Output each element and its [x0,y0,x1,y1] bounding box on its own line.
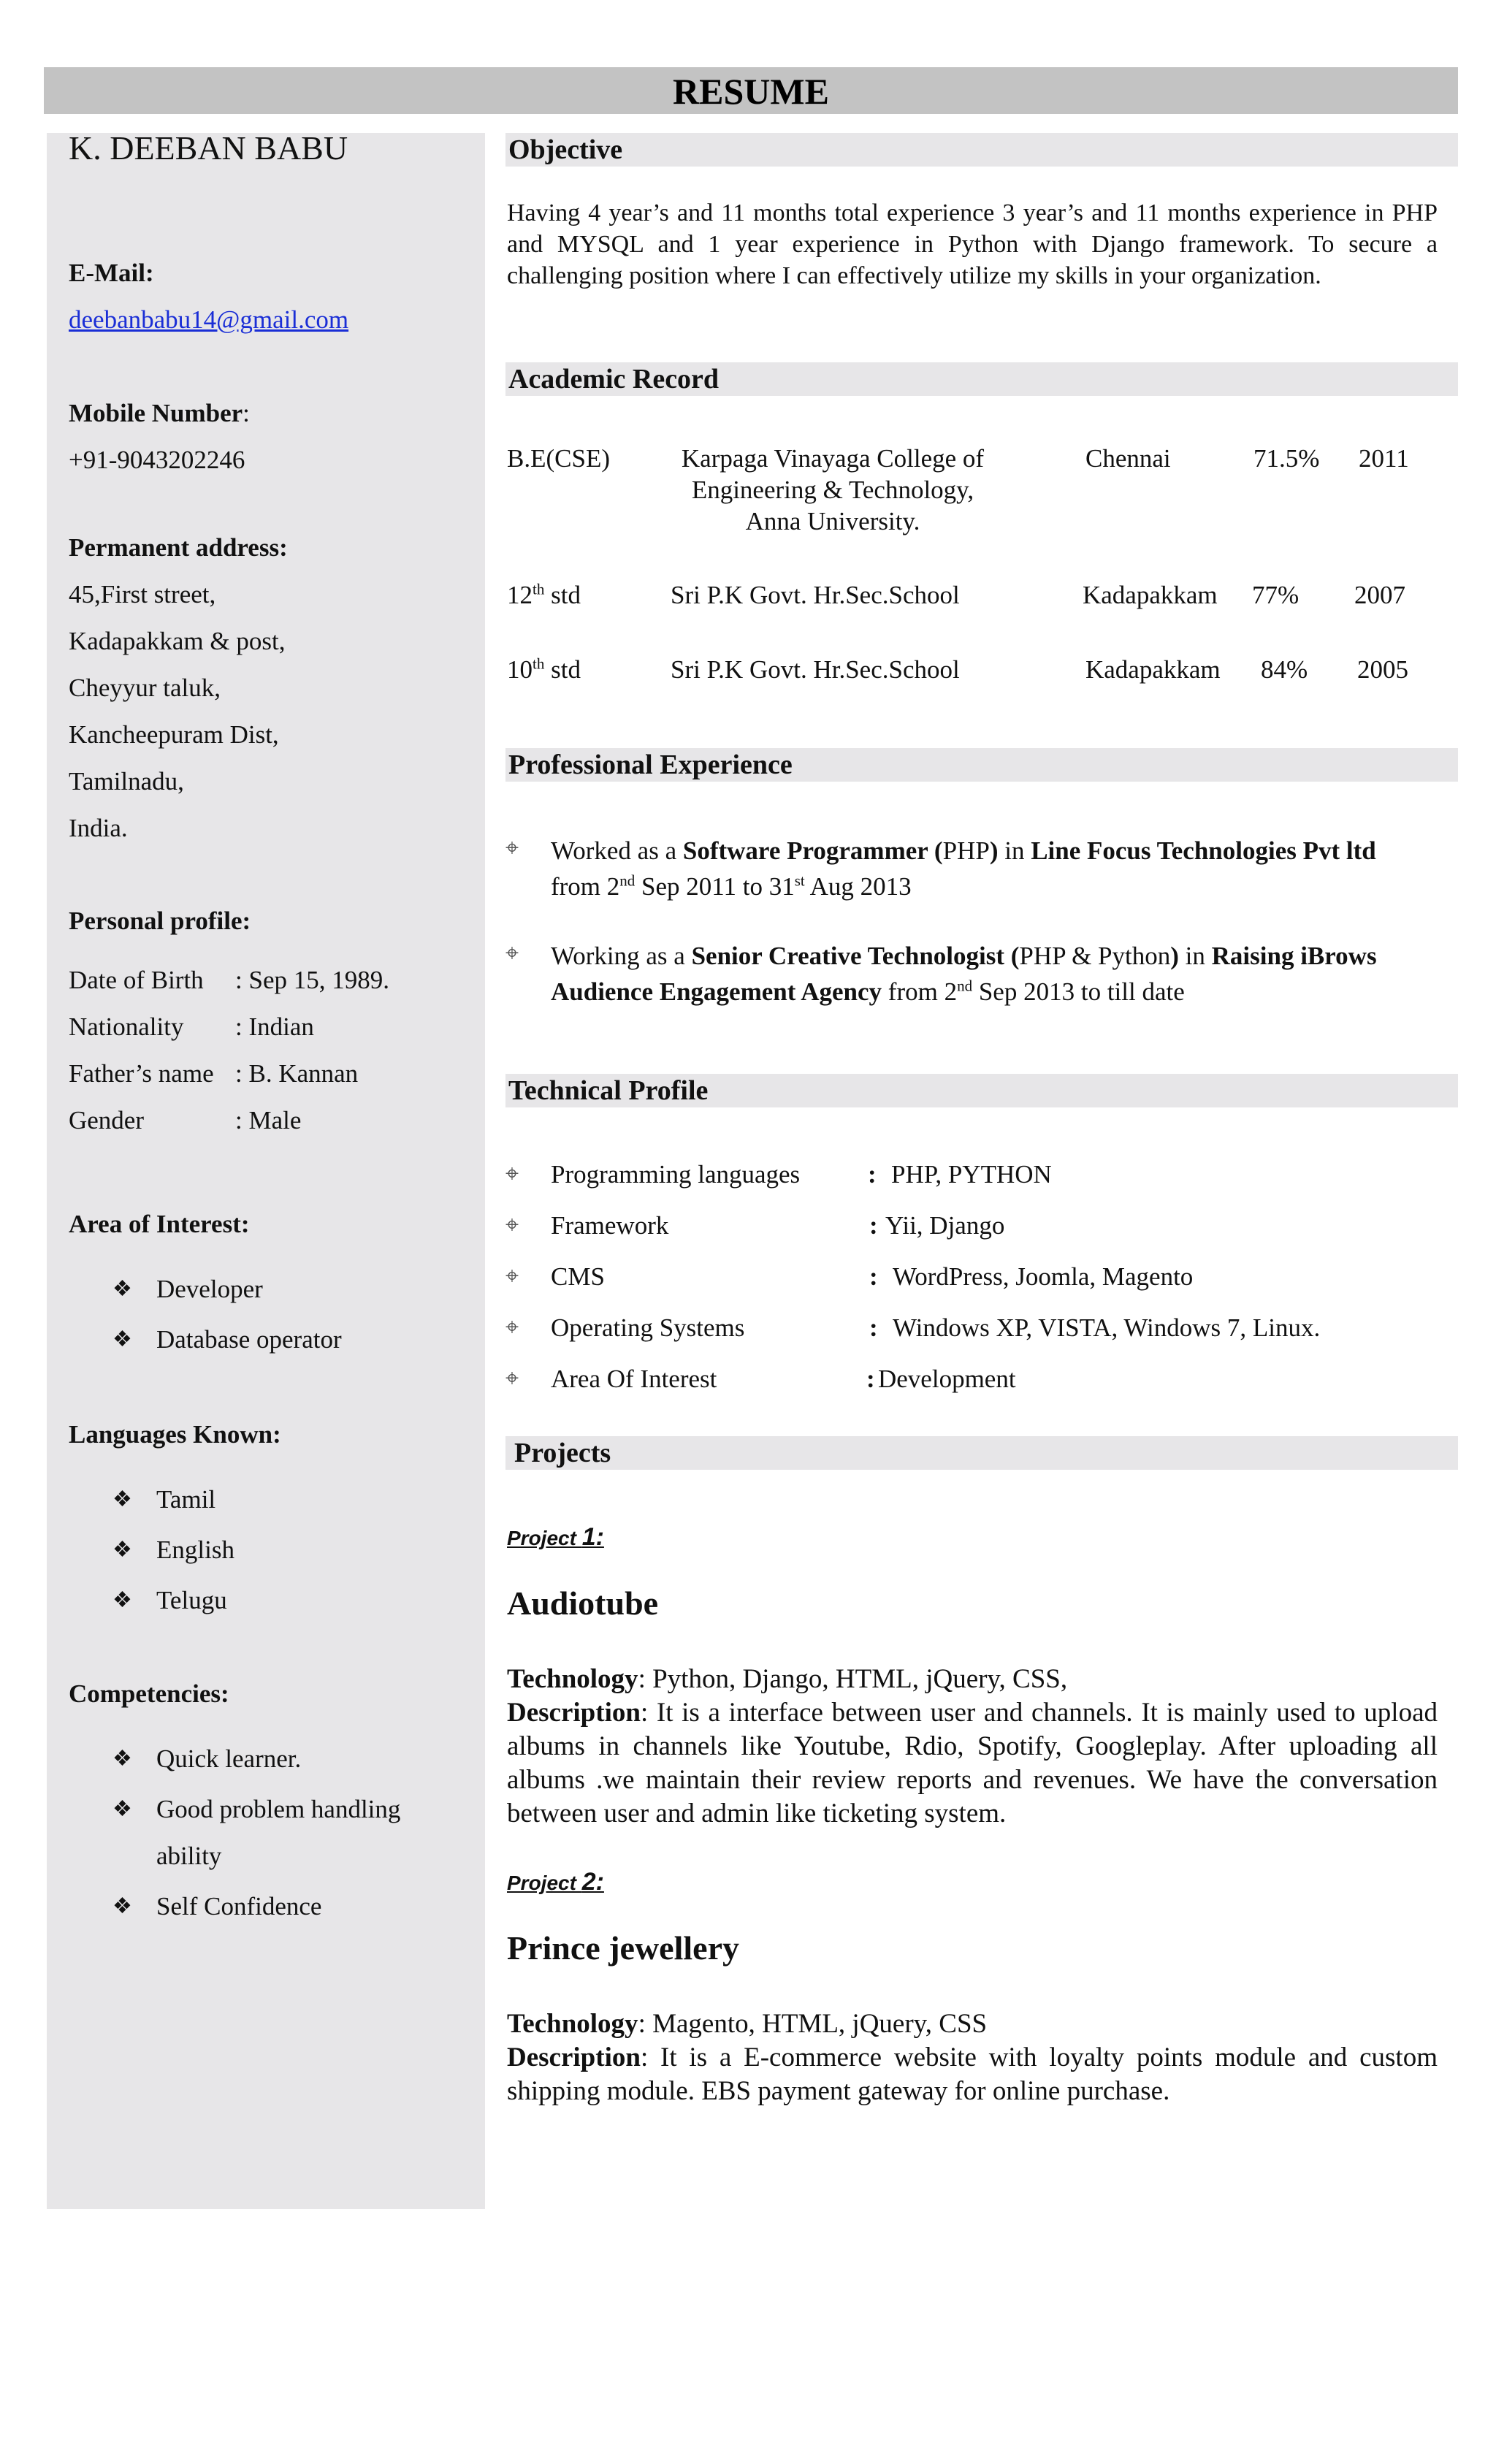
exp-dates: Aug 2013 [804,872,912,901]
resume-title: RESUME [44,67,1458,114]
mobile-row [69,398,250,429]
competency-item: Good problem handling [156,1795,401,1823]
competency-item-continued: ability [156,1842,222,1870]
diamond-bullet-icon: ❖ [112,1538,132,1562]
academic-place: Kadapakkam [1083,581,1218,609]
academic-score: 84% [1261,655,1308,684]
project-desc: : It is a E-commerce website with loyalty points module and custom shipping module. EBS payment gateway for online purchase. [507,2042,1438,2106]
exp-dates: from 2 [551,872,620,901]
exp-role: Senior Creative Technologist ( [691,942,1020,970]
tech-colon: : [868,1160,877,1189]
address-label: Permanent address: [69,533,288,562]
degree-rest: std [544,655,581,684]
tech-label: Framework [551,1211,669,1240]
academic-place: Chennai [1085,444,1171,473]
email-link[interactable]: deebanbabu14@gmail.com [69,305,349,334]
academic-institution: Engineering & Technology, [691,476,974,504]
project-label-text: Project [507,1872,582,1894]
personal-value: : Indian [235,1012,314,1041]
exp-company: Raising iBrows Audience Engagement Agency [551,942,1377,1006]
diamond-bullet-icon: ❖ [112,1797,132,1821]
tech-label: Programming languages [551,1160,801,1189]
tech-colon: : [869,1211,878,1240]
project-label [507,1524,604,1552]
languages-label: Languages Known: [69,1420,281,1449]
crosshair-bullet-icon: ⌖ [505,1313,519,1340]
project-details [507,2007,1438,2108]
project-tech: : Magento, HTML, jQuery, CSS [638,2009,988,2039]
address-line: Tamilnadu, [69,767,184,796]
personal-key: Nationality [69,1012,184,1041]
academic-heading: Academic Record [505,362,1458,396]
degree-suffix: th [533,655,545,673]
degree-suffix: th [533,580,545,598]
tech-value: WordPress, Joomla, Magento [893,1262,1194,1291]
candidate-name: K. DEEBAN BABU [69,129,348,167]
academic-year: 2007 [1354,581,1405,609]
objective-text: Having 4 year’s and 11 months total experience 3 year’s and 11 months experience in PHP and MYSQL and 1 year experience in Python with Django framework. To secure a challenging position where I can effectively utilize my skills in your organization. [507,199,1438,289]
interest-item: Database operator [156,1325,342,1354]
exp-text-part: in [1178,942,1212,970]
tech-label: Area Of Interest [551,1365,717,1393]
objective-heading: Objective [505,133,1458,167]
project-tech: : Python, Django, HTML, jQuery, CSS, [638,1664,1068,1694]
diamond-bullet-icon: ❖ [112,1747,132,1771]
tech-label: Operating Systems [551,1313,745,1342]
mobile-label: Mobile Number [69,399,243,427]
diamond-bullet-icon: ❖ [112,1588,132,1612]
address-line: Kadapakkam & post, [69,627,286,655]
exp-text-part: Working as a [551,942,692,970]
personal-key: Father’s name [69,1059,214,1088]
crosshair-bullet-icon: ⌖ [505,939,519,966]
experience-item [551,833,1438,904]
academic-institution: Karpaga Vinayaga College of [681,444,985,473]
exp-date-suffix: nd [957,977,973,995]
mobile-number: +91-9043202246 [69,446,245,474]
academic-degree: B.E(CSE) [507,444,610,473]
interest-item: Developer [156,1275,263,1303]
personal-key: Gender [69,1106,145,1134]
experience-heading: Professional Experience [505,748,1458,782]
academic-degree [507,654,581,685]
exp-close: ) [1170,942,1179,970]
personal-profile-label: Personal profile: [69,907,251,935]
diamond-bullet-icon: ❖ [112,1487,132,1511]
competency-item: Self Confidence [156,1892,322,1921]
degree-number: 10 [507,655,533,684]
academic-score: 71.5% [1253,444,1320,473]
tech-value: Development [878,1365,1016,1393]
personal-value: : B. Kannan [235,1059,359,1088]
project-desc-label: Description [507,1698,641,1728]
project-tech-label: Technology [507,2009,638,2039]
language-item: Tamil [156,1485,216,1514]
project-tech-label: Technology [507,1664,638,1694]
crosshair-bullet-icon: ⌖ [505,1365,519,1391]
area-of-interest-label: Area of Interest: [69,1210,250,1238]
exp-company: Line Focus Technologies Pvt ltd [1031,836,1376,865]
project-label [507,1869,604,1896]
project-name: Prince jewellery [507,1929,739,1967]
diamond-bullet-icon: ❖ [112,1894,132,1918]
project-desc-label: Description [507,2042,641,2072]
tech-value: Windows XP, VISTA, Windows 7, Linux. [893,1313,1321,1342]
tech-colon: : [869,1262,878,1291]
project-label-text: Project [507,1527,582,1549]
address-line: Kancheepuram Dist, [69,720,279,749]
address-line: 45,First street, [69,580,216,609]
exp-tech: PHP [942,836,990,865]
academic-institution: Sri P.K Govt. Hr.Sec.School [671,581,960,609]
academic-year: 2011 [1359,444,1409,473]
diamond-bullet-icon: ❖ [112,1277,132,1301]
email-label: E-Mail: [69,259,154,287]
technical-heading: Technical Profile [505,1074,1458,1107]
academic-institution: Anna University. [745,507,920,535]
exp-date-suffix: st [794,871,805,890]
diamond-bullet-icon: ❖ [112,1327,132,1351]
projects-heading: Projects [505,1436,1458,1470]
personal-key: Date of Birth [69,966,204,994]
project-name: Audiotube [507,1584,659,1622]
exp-text-part: in [998,836,1031,865]
competencies-label: Competencies: [69,1679,229,1708]
personal-value: : Sep 15, 1989. [235,966,389,994]
academic-institution: Sri P.K Govt. Hr.Sec.School [671,655,960,684]
experience-item [551,938,1438,1010]
exp-text-part: Worked as a [551,836,683,865]
address-line: Cheyyur taluk, [69,674,221,702]
exp-role: Software Programmer ( [682,836,943,865]
academic-degree [507,579,581,611]
academic-year: 2005 [1357,655,1408,684]
tech-colon: : [869,1313,878,1342]
tech-label: CMS [551,1262,605,1291]
crosshair-bullet-icon: ⌖ [505,1211,519,1237]
degree-number: 12 [507,581,533,609]
project-number: 2: [581,1868,604,1896]
exp-dates: Sep 2013 to till date [972,977,1185,1006]
exp-date-suffix: nd [619,871,636,890]
project-desc: : It is a interface between user and channels. It is mainly used to upload albums in channels like Youtube, Rdio, Spotify, Googleplay. After uploading all albums .we maintain their review reports and revenues. We have the conversation between user and admin like ticketing system. [507,1698,1438,1828]
exp-dates: Sep 2011 to 31 [635,872,795,901]
degree-rest: std [544,581,581,609]
address-line: India. [69,814,128,842]
exp-dates: from 2 [882,977,958,1006]
academic-place: Kadapakkam [1085,655,1221,684]
exp-close: ) [989,836,999,865]
tech-value: Yii, Django [885,1211,1005,1240]
language-item: English [156,1536,234,1564]
personal-value: : Male [235,1106,302,1134]
academic-score: 77% [1252,581,1300,609]
crosshair-bullet-icon: ⌖ [505,1262,519,1289]
crosshair-bullet-icon: ⌖ [505,1160,519,1186]
mobile-colon: : [243,399,250,427]
tech-colon: : [866,1365,875,1393]
project-details [507,1663,1438,1831]
tech-value: PHP, PYTHON [891,1160,1052,1189]
crosshair-bullet-icon: ⌖ [505,834,519,861]
exp-tech: PHP & Python [1019,942,1171,970]
competency-item: Quick learner. [156,1744,302,1773]
project-number: 1: [581,1523,604,1551]
language-item: Telugu [156,1586,227,1614]
